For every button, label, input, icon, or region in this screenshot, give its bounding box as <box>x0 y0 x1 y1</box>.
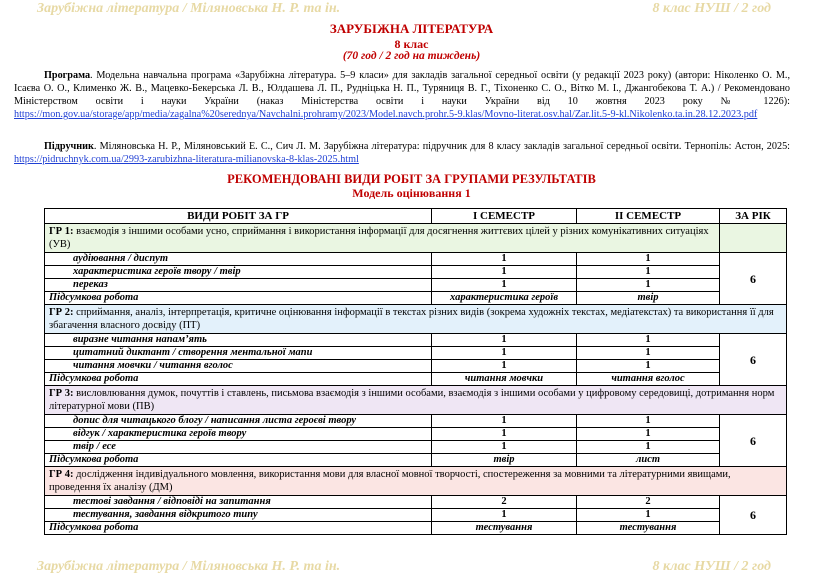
semester-2-count: 1 <box>577 347 720 360</box>
activity-name: цитатний диктант / створення ментальної мапи <box>45 347 432 360</box>
semester-2-count: 1 <box>577 334 720 347</box>
activity-name: виразне читання напам’ять <box>45 334 432 347</box>
textbook-text: . Міляновська Н. Р., Міляновський Е. С., Сич Л. М. Зарубіжна література: підручник для 8 класу закладів загальної середньої освіти. Тернопіль: Астон, 2025: <box>93 141 790 152</box>
table-row <box>45 266 787 279</box>
program-label: Програма <box>44 70 91 81</box>
section-subtitle: Модель оцінювання 1 <box>352 186 471 200</box>
year-total: 6 <box>720 415 787 467</box>
table-row <box>45 253 787 266</box>
summary-semester-1: твір <box>432 454 577 467</box>
semester-1-count: 2 <box>432 496 577 509</box>
semester-2-count: 1 <box>577 428 720 441</box>
semester-2-count: 1 <box>577 279 720 292</box>
activity-name: відгук / характеристика героїв твору <box>45 428 432 441</box>
table-row <box>45 279 787 292</box>
grade-label: 8 клас <box>394 37 429 51</box>
group-2-description <box>45 305 787 334</box>
table-row <box>45 334 787 347</box>
header-work-types: ВИДИ РОБІТ ЗА ГР <box>45 209 432 224</box>
group-text: сприймання, аналіз, інтерпретація, критичне оцінювання інформації в текстах різних видів (зокрема художніх текстах, медіатекстах) та використання її для збагачення власного досвіду (ПТ) <box>49 307 774 331</box>
semester-1-count: 1 <box>432 415 577 428</box>
summary-label: Підсумкова робота <box>45 373 432 386</box>
program-link[interactable]: https://mon.gov.ua/storage/app/media/zagalna%20serednya/Navchalni.prohramy/2023/Model.navch.prohr.5-9.klas/Movno-literat.osv.hal/Zar.lit.5-9-kl.Nikolenko.ta.in.28.12.2023.pdf <box>14 109 758 120</box>
semester-2-count: 1 <box>577 253 720 266</box>
activity-name: читання мовчки / читання вголос <box>45 360 432 373</box>
year-total: 6 <box>720 253 787 305</box>
summary-semester-2: лист <box>577 454 720 467</box>
table-row <box>45 441 787 454</box>
summary-label: Підсумкова робота <box>45 522 432 535</box>
document-title: ЗАРУБІЖНА ЛІТЕРАТУРА <box>329 21 494 36</box>
semester-1-count: 1 <box>432 334 577 347</box>
group-row <box>45 386 787 415</box>
activity-name: аудіювання / диспут <box>45 253 432 266</box>
summary-row <box>45 522 787 535</box>
section-title: РЕКОМЕНДОВАНІ ВИДИ РОБІТ ЗА ГРУПАМИ РЕЗУЛЬТАТІВ <box>227 172 596 186</box>
footer-left: Зарубіжна література / Міляновська Н. Р. та ін. <box>37 559 341 574</box>
header-semester-1: І СЕМЕСТР <box>432 209 577 224</box>
summary-label: Підсумкова робота <box>45 292 432 305</box>
summary-semester-1: читання мовчки <box>432 373 577 386</box>
semester-1-count: 1 <box>432 509 577 522</box>
group-text: дослідження індивідуального мовлення, використання мови для власної мовної творчості, спостереження за мовними та літературними явищами, проведення їх аналізу (ДМ) <box>49 469 731 493</box>
summary-row <box>45 454 787 467</box>
semester-2-count: 1 <box>577 266 720 279</box>
summary-label: Підсумкова робота <box>45 454 432 467</box>
assessment-table <box>44 208 787 535</box>
activity-name: характеристика героїв твору / твір <box>45 266 432 279</box>
group-1-description <box>45 224 720 253</box>
summary-row <box>45 373 787 386</box>
header-semester-2: ІІ СЕМЕСТР <box>577 209 720 224</box>
page-footer <box>0 558 823 578</box>
program-text: . Модельна навчальна програма «Зарубіжна література. 5–9 класи» для закладів загальної середньої освіти (у редакції 2023 року) (автори: Ніколенко О. М., Ісаєва О. О., Клименко Ж. В., Мацевко-Бекерська Л. В., Юлдашева Л. П., Рудніцька Н. П., Туряниця В. Г., Тіхоненко С. О., Вітко М. І., Джангобекова Т. А.) / Рекомендовано Міністерством освіти і науки України (наказ Міністерства освіти і науки України від 10 жовтня 2023 року № 1226): <box>14 70 790 107</box>
semester-1-count: 1 <box>432 441 577 454</box>
textbook-link[interactable]: https://pidruchnyk.com.ua/2993-zarubizhna-literatura-milianovska-8-klas-2025.html <box>14 154 359 165</box>
header-right: 8 клас НУШ / 2 год <box>652 1 771 16</box>
semester-1-count: 1 <box>432 253 577 266</box>
group-row <box>45 467 787 496</box>
semester-1-count: 1 <box>432 347 577 360</box>
group-1-year-blank <box>720 224 787 253</box>
semester-2-count: 2 <box>577 496 720 509</box>
activity-name: тестування, завдання відкритого типу <box>45 509 432 522</box>
group-code: ГР 3: <box>49 388 74 399</box>
program-paragraph <box>14 69 790 121</box>
activity-name: твір / есе <box>45 441 432 454</box>
table-row <box>45 360 787 373</box>
summary-semester-2: тестування <box>577 522 720 535</box>
activity-name: тестові завдання / відповіді на запитання <box>45 496 432 509</box>
group-4-description <box>45 467 787 496</box>
activity-name: допис для читацького блогу / написання листа героєві твору <box>45 415 432 428</box>
semester-2-count: 1 <box>577 415 720 428</box>
group-code: ГР 2: <box>49 307 74 318</box>
summary-semester-1: характеристика героїв <box>432 292 577 305</box>
hours-label: (70 год / 2 год на тиждень) <box>342 50 481 62</box>
summary-semester-2: читання вголос <box>577 373 720 386</box>
semester-1-count: 1 <box>432 360 577 373</box>
table-row <box>45 428 787 441</box>
footer-right: 8 клас НУШ / 2 год <box>652 559 771 574</box>
year-total: 6 <box>720 496 787 535</box>
group-code: ГР 4: <box>49 469 74 480</box>
semester-1-count: 1 <box>432 428 577 441</box>
textbook-label: Підручник <box>44 141 94 152</box>
semester-1-count: 1 <box>432 279 577 292</box>
table-row <box>45 496 787 509</box>
year-total: 6 <box>720 334 787 386</box>
semester-1-count: 1 <box>432 266 577 279</box>
activity-name: переказ <box>45 279 432 292</box>
table-row <box>45 415 787 428</box>
table-header-row <box>45 209 787 224</box>
page-header <box>0 0 823 20</box>
group-row <box>45 305 787 334</box>
table-row <box>45 347 787 360</box>
table-row <box>45 509 787 522</box>
semester-2-count: 1 <box>577 509 720 522</box>
group-text: взаємодія з іншими особами усно, сприймання і використання інформації для досягнення життєвих цілей у різних комунікативних ситуаціях (УВ) <box>49 226 709 250</box>
summary-semester-1: тестування <box>432 522 577 535</box>
group-code: ГР 1: <box>49 226 74 237</box>
textbook-paragraph <box>14 140 790 166</box>
group-row <box>45 224 787 253</box>
group-3-description <box>45 386 787 415</box>
header-left: Зарубіжна література / Міляновська Н. Р. та ін. <box>37 1 341 16</box>
header-year: ЗА РІК <box>720 209 787 224</box>
summary-semester-2: твір <box>577 292 720 305</box>
semester-2-count: 1 <box>577 360 720 373</box>
semester-2-count: 1 <box>577 441 720 454</box>
group-text: висловлювання думок, почуттів і ставлень, письмова взаємодія з іншими особами, взаємодія з іншими особами у цифровому середовищі, дотримання норм літературної мови (ПВ) <box>49 388 775 412</box>
summary-row <box>45 292 787 305</box>
